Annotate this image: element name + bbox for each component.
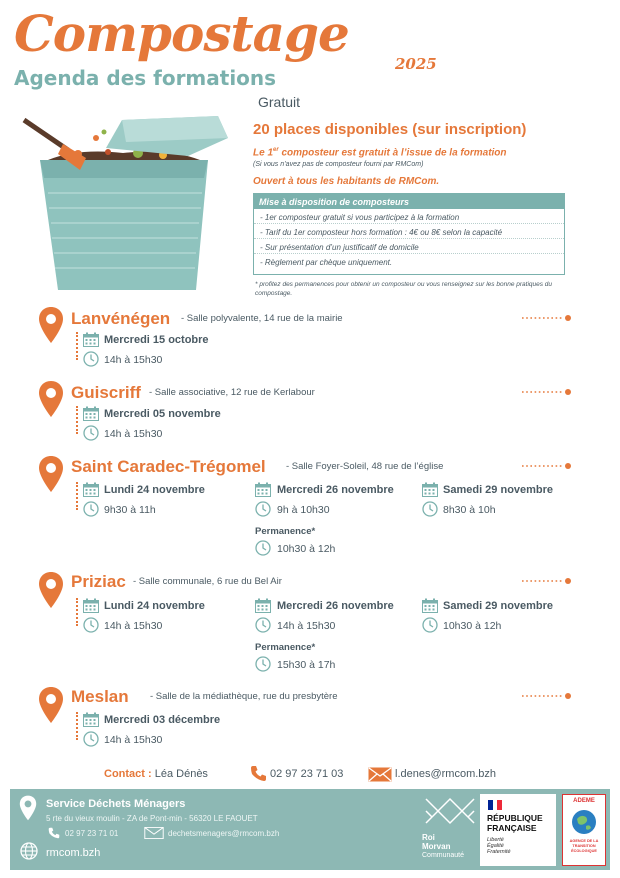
contact-email[interactable]: l.denes@rmcom.bzh bbox=[395, 768, 497, 780]
venue: - Salle communale, 6 rue du Bel Air bbox=[133, 576, 282, 587]
session-date: Mercredi 05 novembre bbox=[104, 408, 221, 420]
page-title: Compostage bbox=[14, 4, 349, 63]
service-email[interactable]: dechetsmenagers@rmcom.bzh bbox=[168, 829, 280, 838]
mail-icon bbox=[368, 767, 392, 782]
calendar-icon bbox=[255, 482, 271, 497]
session-date: Mercredi 15 octobre bbox=[104, 334, 209, 346]
session-time: 10h30 à 12h bbox=[443, 620, 502, 632]
session-time: 9h à 10h30 bbox=[277, 504, 330, 516]
city-priziac: Priziac bbox=[71, 572, 126, 591]
composter-box-title: Mise à disposition de composteurs bbox=[254, 194, 564, 209]
composter-condition: (Si vous n’avez pas de composteur fourni par RMCom) bbox=[253, 161, 424, 168]
clock-icon bbox=[83, 731, 99, 747]
dotted-line-icon bbox=[522, 578, 572, 584]
footer bbox=[10, 789, 610, 870]
composter-box-item: - Sur présentation d’un justificatif de domicile bbox=[254, 239, 564, 254]
clock-icon bbox=[422, 617, 438, 633]
contact-phone[interactable]: 02 97 23 71 03 bbox=[270, 768, 344, 780]
permanence-time: 15h30 à 17h bbox=[277, 659, 336, 671]
clock-icon bbox=[83, 501, 99, 517]
clock-icon bbox=[83, 617, 99, 633]
session-date: Samedi 29 novembre bbox=[443, 600, 554, 612]
session-time: 14h à 15h30 bbox=[104, 428, 163, 440]
vertical-dots bbox=[76, 598, 79, 626]
french-flag-icon bbox=[488, 800, 502, 810]
price-label: Gratuit bbox=[258, 94, 301, 110]
vertical-dots bbox=[76, 332, 79, 360]
session-time: 14h à 15h30 bbox=[277, 620, 336, 632]
footnote: * profitez des permanences pour obtenir un composteur ou vous renseignez sur les bonne pratiques du compostage. bbox=[255, 281, 553, 297]
page-subtitle: Agenda des formations bbox=[14, 66, 277, 90]
clock-icon bbox=[255, 540, 271, 556]
calendar-icon bbox=[83, 712, 99, 727]
session-date: Mercredi 03 décembre bbox=[104, 714, 221, 726]
mail-icon bbox=[144, 827, 164, 839]
vertical-dots bbox=[76, 406, 79, 434]
city-lanvenegen: Lanvénégen bbox=[71, 309, 171, 328]
clock-icon bbox=[422, 501, 438, 517]
calendar-icon bbox=[422, 482, 438, 497]
clock-icon bbox=[255, 501, 271, 517]
session-time: 14h à 15h30 bbox=[104, 734, 163, 746]
composter-box-item: - 1er composteur gratuit si vous participez à la formation bbox=[254, 209, 564, 224]
permanence-label: Permanence* bbox=[255, 526, 316, 537]
location-pin-icon bbox=[38, 306, 64, 344]
compost-bin-illustration bbox=[18, 108, 238, 298]
service-phone[interactable]: 02 97 23 71 01 bbox=[65, 829, 119, 838]
location-pin-icon bbox=[38, 455, 64, 493]
clock-icon bbox=[255, 656, 271, 672]
session-date: Lundi 24 novembre bbox=[104, 484, 205, 496]
session-date: Mercredi 26 novembre bbox=[277, 600, 394, 612]
calendar-icon bbox=[255, 598, 271, 613]
service-address: 5 rte du vieux moulin - ZA de Pont-min - 56320 LE FAOUET bbox=[46, 814, 258, 823]
session-date: Mercredi 26 novembre bbox=[277, 484, 394, 496]
session-time: 8h30 à 10h bbox=[443, 504, 496, 516]
republique-francaise-logo: RÉPUBLIQUE FRANÇAISE Liberté Égalité Fraternité bbox=[480, 794, 556, 866]
globe-icon bbox=[571, 809, 597, 835]
vertical-dots bbox=[76, 712, 79, 740]
location-pin-icon bbox=[38, 686, 64, 724]
phone-icon bbox=[48, 827, 60, 839]
venue: - Salle associative, 12 rue de Kerlabour bbox=[149, 387, 315, 398]
dotted-line-icon bbox=[522, 693, 572, 699]
city-guiscriff: Guiscriff bbox=[71, 383, 141, 402]
clock-icon bbox=[255, 617, 271, 633]
clock-icon bbox=[83, 351, 99, 367]
dotted-line-icon bbox=[522, 315, 572, 321]
location-pin-icon bbox=[38, 571, 64, 609]
session-date: Lundi 24 novembre bbox=[104, 600, 205, 612]
dotted-line-icon bbox=[522, 463, 572, 469]
venue: - Salle Foyer-Soleil, 48 rue de l’église bbox=[286, 461, 444, 472]
calendar-icon bbox=[83, 482, 99, 497]
calendar-icon bbox=[83, 332, 99, 347]
calendar-icon bbox=[422, 598, 438, 613]
venue: - Salle polyvalente, 14 rue de la mairie bbox=[181, 313, 343, 324]
open-to-all: Ouvert à tous les habitants de RMCom. bbox=[253, 176, 440, 187]
location-pin-icon bbox=[19, 795, 37, 821]
ademe-logo: ADEME AGENCE DE LA TRANSITION ÉCOLOGIQUE bbox=[562, 794, 606, 866]
service-name: Service Déchets Ménagers bbox=[46, 798, 186, 810]
globe-icon bbox=[20, 842, 38, 860]
session-time: 14h à 15h30 bbox=[104, 354, 163, 366]
permanence-label: Permanence* bbox=[255, 642, 316, 653]
session-time: 14h à 15h30 bbox=[104, 620, 163, 632]
composter-box bbox=[253, 193, 565, 275]
contact-name: Contact : Léa Dénès bbox=[104, 768, 208, 780]
composter-box-item: - Règlement par chèque uniquement. bbox=[260, 258, 393, 267]
vertical-dots bbox=[76, 482, 79, 510]
city-meslan: Meslan bbox=[71, 687, 129, 706]
rmcom-logo-text: Roi Morvan Communauté bbox=[422, 833, 465, 859]
city-saint-caradec: Saint Caradec-Trégomel bbox=[71, 457, 266, 476]
places-available: 20 places disponibles (sur inscription) bbox=[253, 121, 527, 138]
calendar-icon bbox=[83, 406, 99, 421]
venue: - Salle de la médiathèque, rue du presbytère bbox=[150, 691, 338, 702]
dotted-line-icon bbox=[522, 389, 572, 395]
location-pin-icon bbox=[38, 380, 64, 418]
phone-icon bbox=[250, 765, 267, 782]
permanence-time: 10h30 à 12h bbox=[277, 543, 336, 555]
clock-icon bbox=[83, 425, 99, 441]
website-link[interactable]: rmcom.bzh bbox=[46, 847, 101, 859]
free-composter-info: Le 1er composteur est gratuit à l’issue de la formation bbox=[253, 147, 507, 159]
composter-box-item: - Tarif du 1er composteur hors formation : 4€ ou 8€ selon la capacité bbox=[254, 224, 564, 239]
session-date: Samedi 29 novembre bbox=[443, 484, 554, 496]
session-time: 9h30 à 11h bbox=[104, 504, 156, 516]
calendar-icon bbox=[83, 598, 99, 613]
year-label: 2025 bbox=[395, 55, 437, 73]
